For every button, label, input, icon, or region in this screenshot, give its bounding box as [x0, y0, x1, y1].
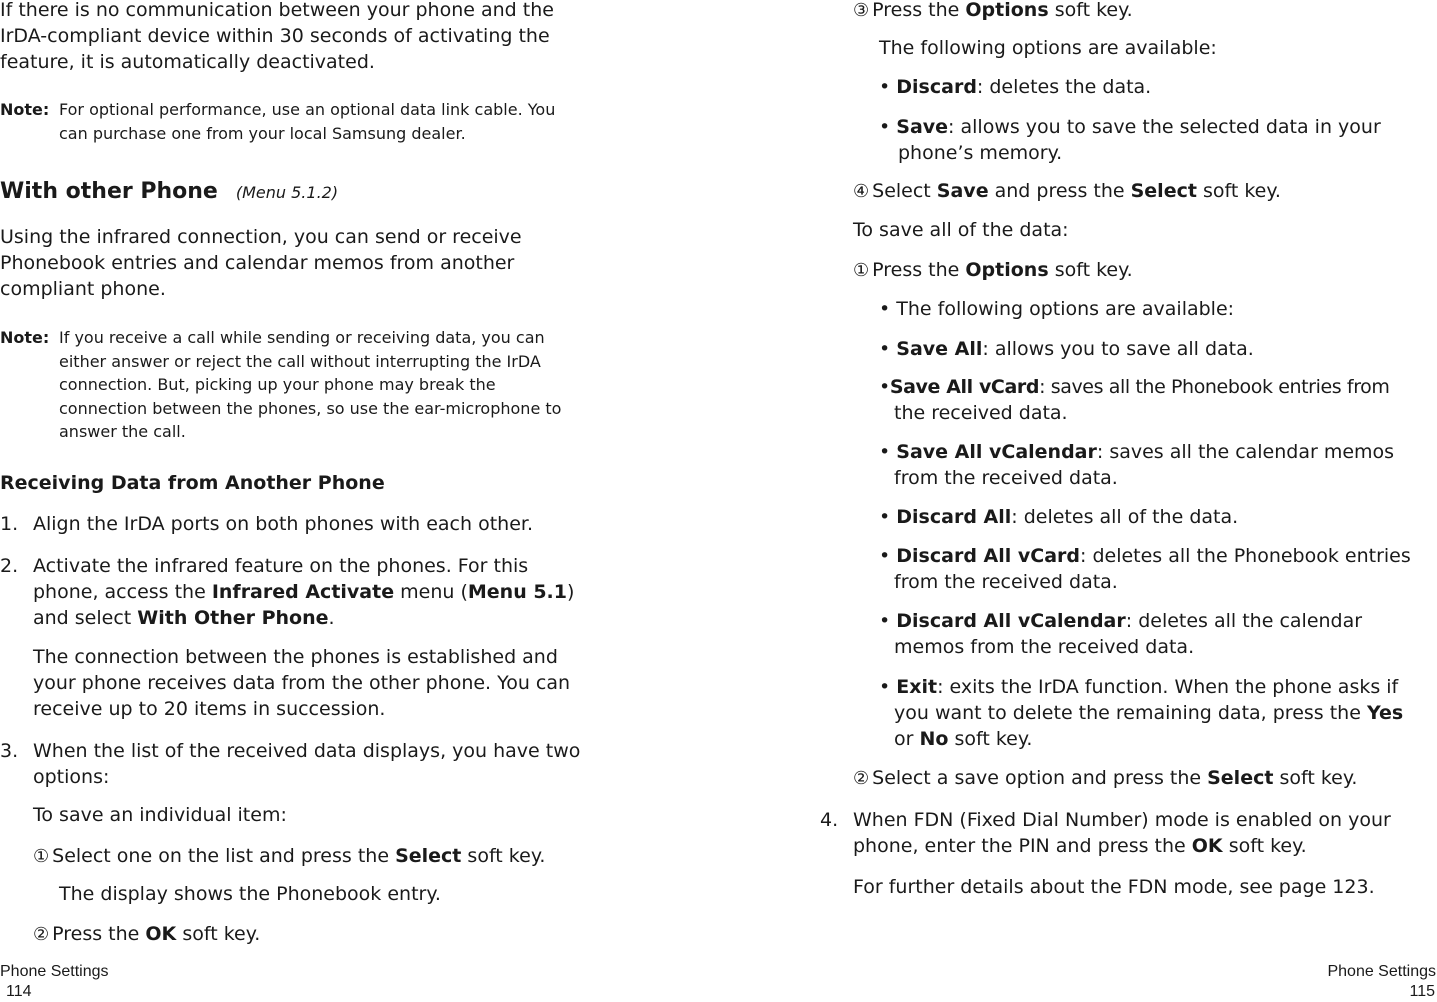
step-4-text: When FDN (Fixed Dial Number) mode is enabled on your phone, enter the PIN and press the OK soft key. — [853, 809, 1391, 857]
step-4-paragraph: For further details about the FDN mode, see page 123. — [853, 876, 1375, 898]
note-text: For optional performance, use an optional data link cable. You can purchase one from your local Samsung dealer. — [59, 100, 556, 143]
substep-2: ② Press the OK soft key. — [33, 923, 261, 945]
circled-two-icon: ② — [853, 768, 870, 789]
save-all-substep-2: ② Select a save option and press the Select soft key. — [853, 767, 1358, 789]
option-save: • Save: allows you to save the selected data in your — [879, 116, 1381, 138]
option-save-all: • Save All: allows you to save all data. — [879, 338, 1254, 360]
step-1: 1. — [0, 513, 19, 535]
note-label: Note: — [0, 328, 50, 347]
circled-four-icon: ④ — [853, 181, 870, 202]
circled-one-icon: ① — [853, 260, 870, 281]
section-menu-ref: (Menu 5.1.2) — [235, 183, 339, 202]
save-all-intro: To save all of the data: — [853, 219, 1069, 241]
step-4: 4. — [820, 809, 839, 831]
substep-3: ③ Press the Options soft key. — [853, 0, 1133, 21]
bullet-icon: • — [879, 376, 890, 398]
step-2-paragraph: The connection between the phones is established and your phone receives data from the other phone. You can receive up to 20 items in succession. — [33, 646, 571, 720]
step-2-text: Activate the infrared feature on the phones. For this phone, access the Infrared Activate menu (Menu 5.1) and select With Other Phone. — [33, 555, 575, 629]
note-label: Note: — [0, 100, 50, 119]
step-2: 2. — [0, 555, 19, 577]
bullet-icon: • — [879, 338, 891, 360]
bullet-icon: • — [879, 676, 891, 698]
option-exit-cont-2: or No soft key. — [894, 728, 1033, 750]
save-all-substep-1: ① Press the Options soft key. — [853, 259, 1133, 281]
substep-1-note: The display shows the Phonebook entry. — [59, 883, 441, 905]
circled-one-icon: ① — [33, 846, 50, 867]
bullet-icon: • — [879, 116, 891, 138]
section-title: With other Phone — [0, 179, 218, 204]
option-discard-all-vcard: • Discard All vCard: deletes all the Phonebook entries — [879, 545, 1411, 567]
option-save-all-vcard-cont: the received data. — [894, 402, 1068, 424]
bullet-icon: • — [879, 441, 891, 463]
section-body: Using the infrared connection, you can send or receive Phonebook entries and calendar memos from another compliant phone. — [0, 226, 522, 300]
page-number: 114 — [6, 983, 32, 1000]
option-discard-all-vcalendar-cont: memos from the received data. — [894, 636, 1195, 658]
bullet-icon: • — [879, 610, 891, 632]
footer-title: Phone Settings — [0, 963, 109, 980]
substep-1: ① Select one on the list and press the Select soft key. — [33, 845, 546, 867]
option-discard-all-vcalendar: • Discard All vCalendar: deletes all the calendar — [879, 610, 1363, 632]
option-exit-cont: you want to delete the remaining data, press the Yes — [894, 702, 1404, 724]
page-number: 115 — [1409, 983, 1435, 1000]
save-individual-label: To save an individual item: — [33, 804, 287, 826]
step-3-text: When the list of the received data displays, you have two options: — [33, 740, 581, 788]
bullet-icon: • — [879, 545, 891, 567]
circled-three-icon: ③ — [853, 0, 870, 21]
step-1-text: Align the IrDA ports on both phones with each other. — [33, 513, 533, 535]
substep-4: ④ Select Save and press the Select soft key. — [853, 180, 1281, 202]
options-intro: The following options are available: — [879, 37, 1217, 59]
option-exit: • Exit: exits the IrDA function. When the phone asks if — [879, 676, 1399, 698]
intro-paragraph: If there is no communication between your phone and the IrDA-compliant device within 30 seconds of activating the feature, it is automatically deactivated. — [0, 0, 554, 73]
option-save-all-vcard: •Save All vCard: saves all the Phonebook entries from — [879, 376, 1390, 398]
note-text: If you receive a call while sending or receiving data, you can either answer or reject the call without interrupting the IrDA connection. But, picking up your phone may break the connection between the phones, so use the ear-microphone to answer the call. — [59, 328, 562, 441]
step-3: 3. — [0, 740, 19, 762]
option-discard-all-vcard-cont: from the received data. — [894, 571, 1118, 593]
option-save-all-vcalendar: • Save All vCalendar: saves all the calendar memos — [879, 441, 1395, 463]
subheading: Receiving Data from Another Phone — [0, 472, 385, 494]
option-save-all-vcalendar-cont: from the received data. — [894, 467, 1118, 489]
option-discard: • Discard: deletes the data. — [879, 76, 1152, 98]
bullet-icon: • — [879, 506, 891, 528]
section-heading — [0, 178, 338, 207]
bullet-icon: • — [879, 76, 891, 98]
option-save-cont: phone’s memory. — [898, 142, 1063, 164]
footer-title: Phone Settings — [1327, 963, 1436, 980]
circled-two-icon: ② — [33, 924, 50, 945]
bullet-icon: • — [879, 298, 891, 320]
option-discard-all: • Discard All: deletes all of the data. — [879, 506, 1239, 528]
options-intro-2: • The following options are available: — [879, 298, 1235, 320]
